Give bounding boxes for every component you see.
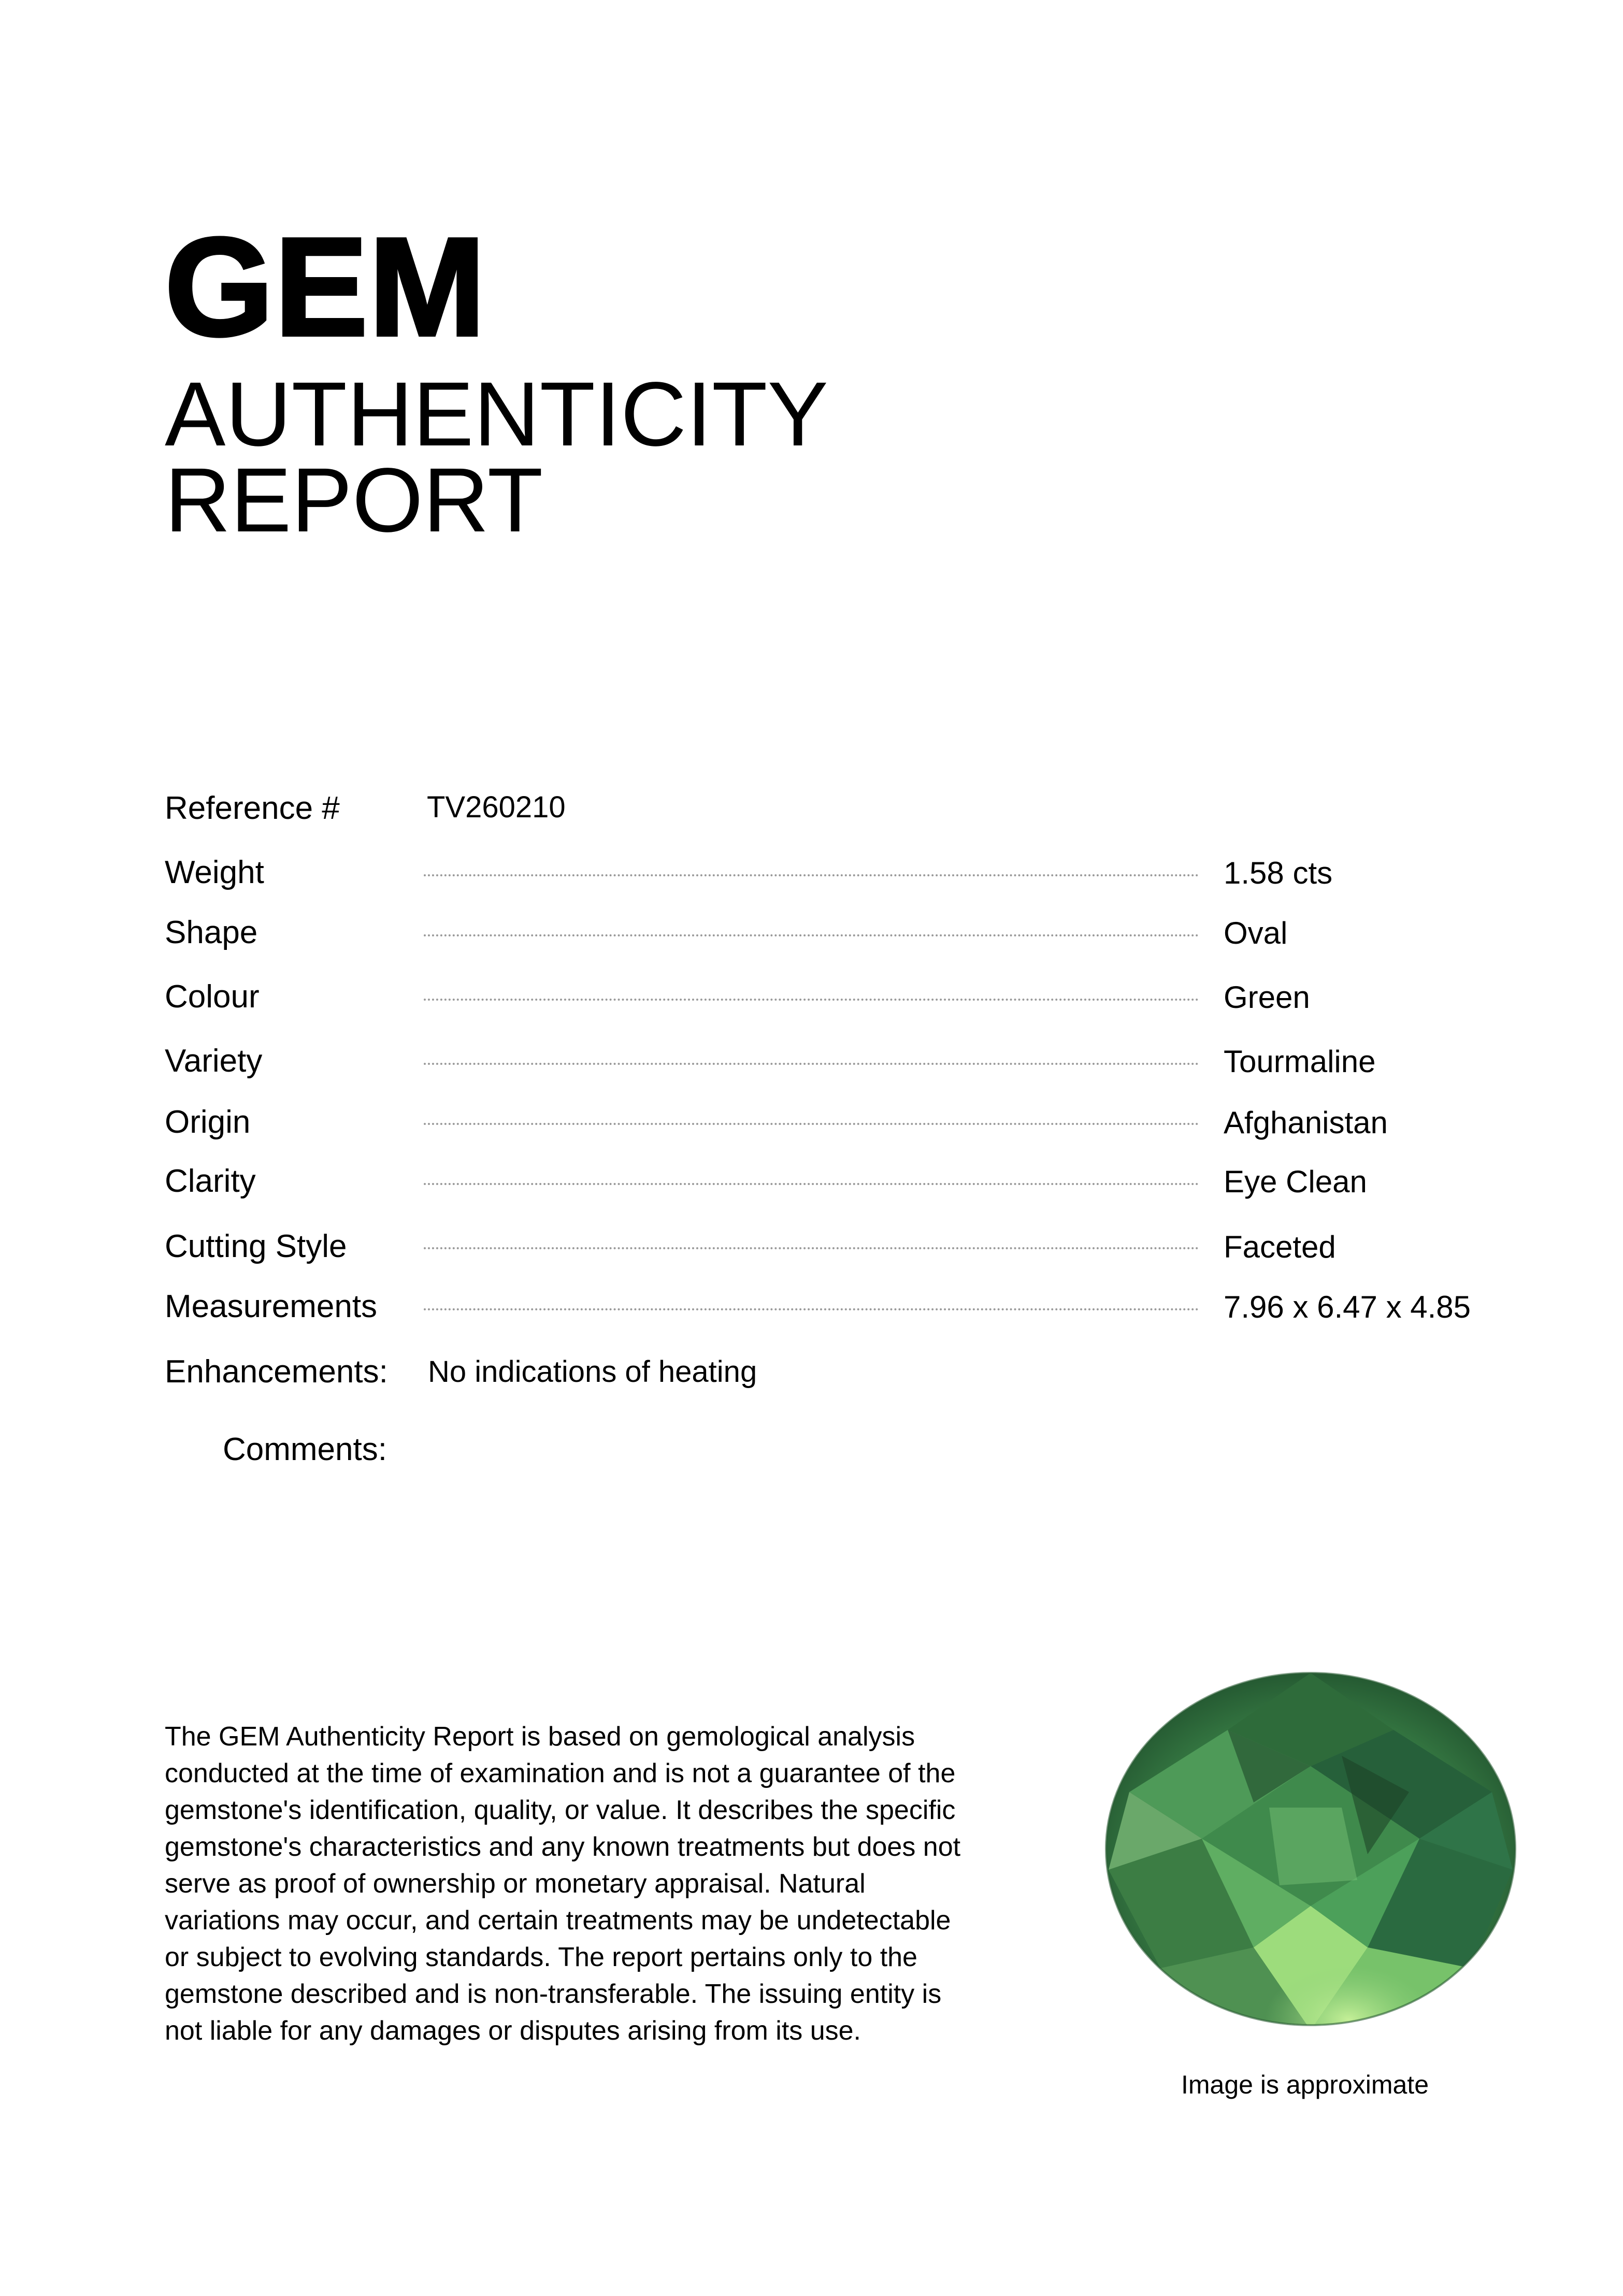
dotted-leader [424,1123,1199,1125]
detail-label-measurements: Measurements [165,1289,378,1324]
disclaimer-line: gemstone's identification, quality, or value. It describes the specific [165,1795,956,1825]
detail-value-clarity: Eye Clean [1224,1164,1367,1199]
image-caption: Image is approximate [1181,2070,1429,2099]
disclaimer-line: The GEM Authenticity Report is based on gemological analysis [165,1722,915,1752]
disclaimer-line: not liable for any damages or disputes arising from its use. [165,2016,861,2046]
enhancements-value: No indications of heating [428,1355,757,1389]
dotted-leader [424,934,1199,936]
detail-value-cutting-style: Faceted [1224,1230,1336,1264]
detail-label-shape: Shape [165,915,258,950]
detail-value-shape: Oval [1224,916,1288,950]
dotted-leader [424,1183,1199,1185]
detail-label-cutting-style: Cutting Style [165,1229,347,1264]
disclaimer-line: variations may occur, and certain treatments may be undetectable [165,1905,951,1936]
detail-label-variety: Variety [165,1043,263,1079]
disclaimer-line: gemstone's characteristics and any known treatments but does not [165,1832,961,1862]
reference-label: Reference # [165,790,340,826]
dotted-leader [424,1247,1199,1249]
report-subtitle-line2: REPORT [165,450,543,551]
detail-label-colour: Colour [165,979,260,1015]
gemstone-photo-icon [1098,1637,1523,2051]
detail-label-clarity: Clarity [165,1163,256,1199]
detail-value-variety: Tourmaline [1224,1044,1376,1079]
report-title: GEM [165,209,487,365]
comments-label: Comments: [223,1432,387,1467]
detail-value-origin: Afghanistan [1224,1105,1388,1140]
disclaimer-line: conducted at the time of examination and is not a guarantee of the [165,1758,956,1788]
detail-label-weight: Weight [165,855,264,890]
dotted-leader [424,1308,1199,1310]
detail-value-weight: 1.58 cts [1224,856,1333,890]
disclaimer-line: or subject to evolving standards. The report pertains only to the [165,1942,917,1972]
dotted-leader [424,1063,1199,1065]
enhancements-label: Enhancements: [165,1354,388,1390]
detail-value-measurements: 7.96 x 6.47 x 4.85 [1224,1290,1471,1324]
report-subtitle-line1: AUTHENTICITY [165,364,828,465]
detail-value-colour: Green [1224,980,1310,1015]
disclaimer-text [165,1719,999,2049]
dotted-leader [424,874,1199,876]
disclaimer-line: serve as proof of ownership or monetary appraisal. Natural [165,1869,866,1899]
reference-value: TV260210 [427,790,566,824]
dotted-leader [424,999,1199,1001]
disclaimer-line: gemstone described and is non-transferable. The issuing entity is [165,1979,942,2009]
detail-label-origin: Origin [165,1104,251,1140]
